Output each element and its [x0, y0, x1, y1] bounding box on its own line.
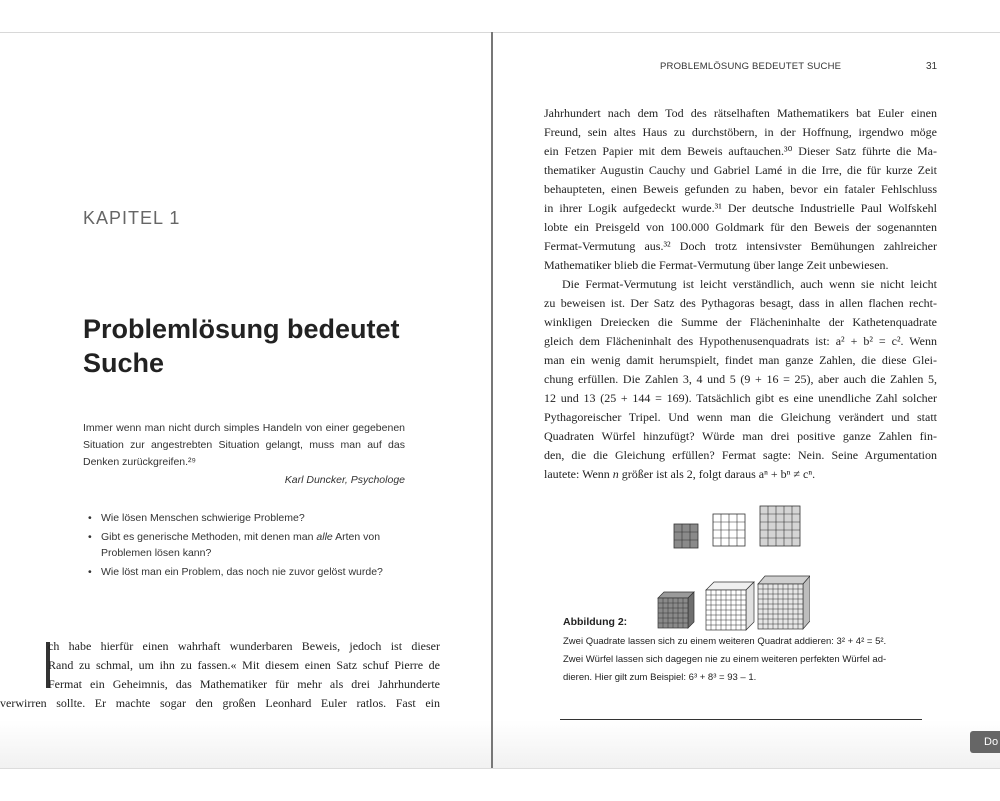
chapter-questions-list — [83, 510, 413, 583]
square-5x5 — [760, 506, 800, 546]
cube-6 — [658, 592, 694, 628]
text-line: thematiker Augustin Cauchy und Gabriel Lamé in die Irre, die für kurze Zeit — [544, 163, 937, 177]
question-text: Wie löst man ein Problem, das noch nie zuvor gelöst wurde? — [101, 566, 383, 578]
epigraph-author: Karl Duncker, Psychologe — [284, 474, 405, 486]
epigraph-quote: Immer wenn man nicht durch simples Handeln von einer gegebenen Situation zur angestrebten Situation gelangt, muss man auf das Denken zurückgreifen.²⁹ — [83, 422, 405, 468]
caption-line: Zwei Würfel lassen sich dagegen nie zu einem weiteren perfekten Würfel ad- — [563, 654, 887, 665]
text-line: Die Fermat-Vermutung ist leicht verständlich, auch wenn sie nicht leicht — [562, 277, 937, 291]
book-spine-divider — [491, 32, 493, 768]
text-line: Freund, sein altes Haus zu durchstöbern, in der Hoffnung, irgendwo möge — [544, 125, 937, 139]
left-body-text — [0, 637, 440, 713]
viewer-top-bar — [0, 0, 1000, 33]
text-line: Jahrhundert nach dem Tod des rätselhaften Mathematikers bat Euler einen — [544, 106, 937, 120]
text-line: den, die die Gleichung erfüllen? Fermat sagte: Nein. Seine Argumentation — [544, 448, 937, 462]
page-number: 31 — [926, 61, 938, 72]
caption-line: dieren. Hier gilt zum Beispiel: 6³ + 8³ = 93 – 1. — [563, 672, 757, 683]
chapter-label: KAPITEL 1 — [83, 208, 181, 228]
cube-9 — [758, 576, 810, 629]
text-line: Fermat-Vermutung aus.³² Doch trotz intensivster Bemühungen zahlreicher — [544, 239, 937, 253]
text-line: Pythagoreischer Tripel. Und wenn man die Gleichung verändert und statt — [544, 410, 937, 424]
list-item — [83, 564, 413, 580]
question-text: Arten von Problemen lösen kann? — [101, 531, 381, 559]
text-line: behaupteten, einen Beweis gefunden zu haben, bevor ein fataler Fehlschluss — [544, 182, 937, 196]
text-line: Fermat ein Geheimnis, das Mathematiker für mehr als drei Jahrhunderte — [48, 677, 440, 691]
text-line — [544, 465, 937, 484]
text-line: zu beweisen ist. Der Satz des Pythagoras besagt, dass in allen flachen recht- — [544, 296, 937, 310]
variable-n: n — [612, 467, 619, 481]
question-text: Wie lösen Menschen schwierige Probleme? — [101, 512, 305, 524]
text-line: ch habe hierfür einen wahrhaft wunderbaren Beweis, jedoch ist dieser — [48, 639, 440, 653]
text-line: ein Fetzen Papier mit dem Beweis auftauchen.³⁰ Dieser Satz führte die Ma- — [544, 144, 937, 158]
list-item — [83, 529, 413, 561]
text-line: chung erfüllen. Die Zahlen 3, 4 und 5 (9 + 16 = 25), aber auch die Zahlen 5, — [544, 372, 937, 386]
cube-8 — [706, 582, 754, 630]
running-head: PROBLEMLÖSUNG BEDEUTET SUCHE — [660, 61, 842, 72]
text-line: Quadraten Würfel hinzufügt? Würde man drei positive ganze Zahlen fin- — [544, 429, 937, 443]
figure-caption-text — [563, 633, 923, 687]
right-body-text — [544, 104, 937, 484]
text-line: Mathematiker blieb die Fermat-Vermutung über lange Zeit unbewiesen. — [544, 258, 889, 272]
viewer-bottom-bar — [0, 768, 1000, 801]
chapter-title: Problemlösung bedeutet Suche — [83, 314, 400, 378]
question-emphasis: alle — [316, 531, 333, 543]
question-text: Gibt es generische Methoden, mit denen man — [101, 531, 314, 543]
text-line: verwirren sollte. Er machte sogar den großen Leonhard Euler ratlos. Fast ein — [0, 696, 440, 710]
text-line: man ein wenig damit herumspielt, findet man ganze Zahlen, die diese Glei- — [544, 353, 937, 367]
text-line: winkligen Dreiecken die Summe der Flächeninhalte der Kathetenquadrate — [544, 315, 937, 329]
square-3x3 — [674, 524, 698, 548]
text-line: in ihrer Logik aufgedeckt wurde.³¹ Der deutsche Industrielle Paul Wolfskehl — [544, 201, 937, 215]
text-fragment: größer ist als 2, folgt daraus aⁿ + bⁿ ≠ cⁿ. — [618, 467, 816, 481]
download-button[interactable]: Do — [970, 731, 1000, 753]
page-bottom-shadow — [0, 720, 1000, 768]
text-line: gleich dem Flächeninhalt des Hypothenusenquadrats ist: a² + b² = c². Wenn — [544, 334, 937, 348]
figure-caption-title: Abbildung 2: — [563, 616, 628, 628]
text-line: 12 und 13 (25 + 144 = 169). Tatsächlich gibt es eine unendliche Zahl solcher — [544, 391, 937, 405]
text-fragment: lautete: Wenn — [544, 467, 613, 481]
text-line: lobte ein Preisgeld von 100.000 Goldmark für den Beweis der sogenannten — [544, 220, 937, 234]
list-item — [83, 510, 413, 526]
squares-and-cubes-figure — [650, 500, 810, 640]
caption-line: Zwei Quadrate lassen sich zu einem weiteren Quadrat addieren: 3² + 4² = 5². — [563, 636, 887, 647]
text-line: Rand zu schmal, um ihn zu fassen.« Mit diesem einen Satz schuf Pierre de — [48, 658, 440, 672]
caption-rule — [560, 719, 922, 720]
square-4x4 — [713, 514, 745, 546]
